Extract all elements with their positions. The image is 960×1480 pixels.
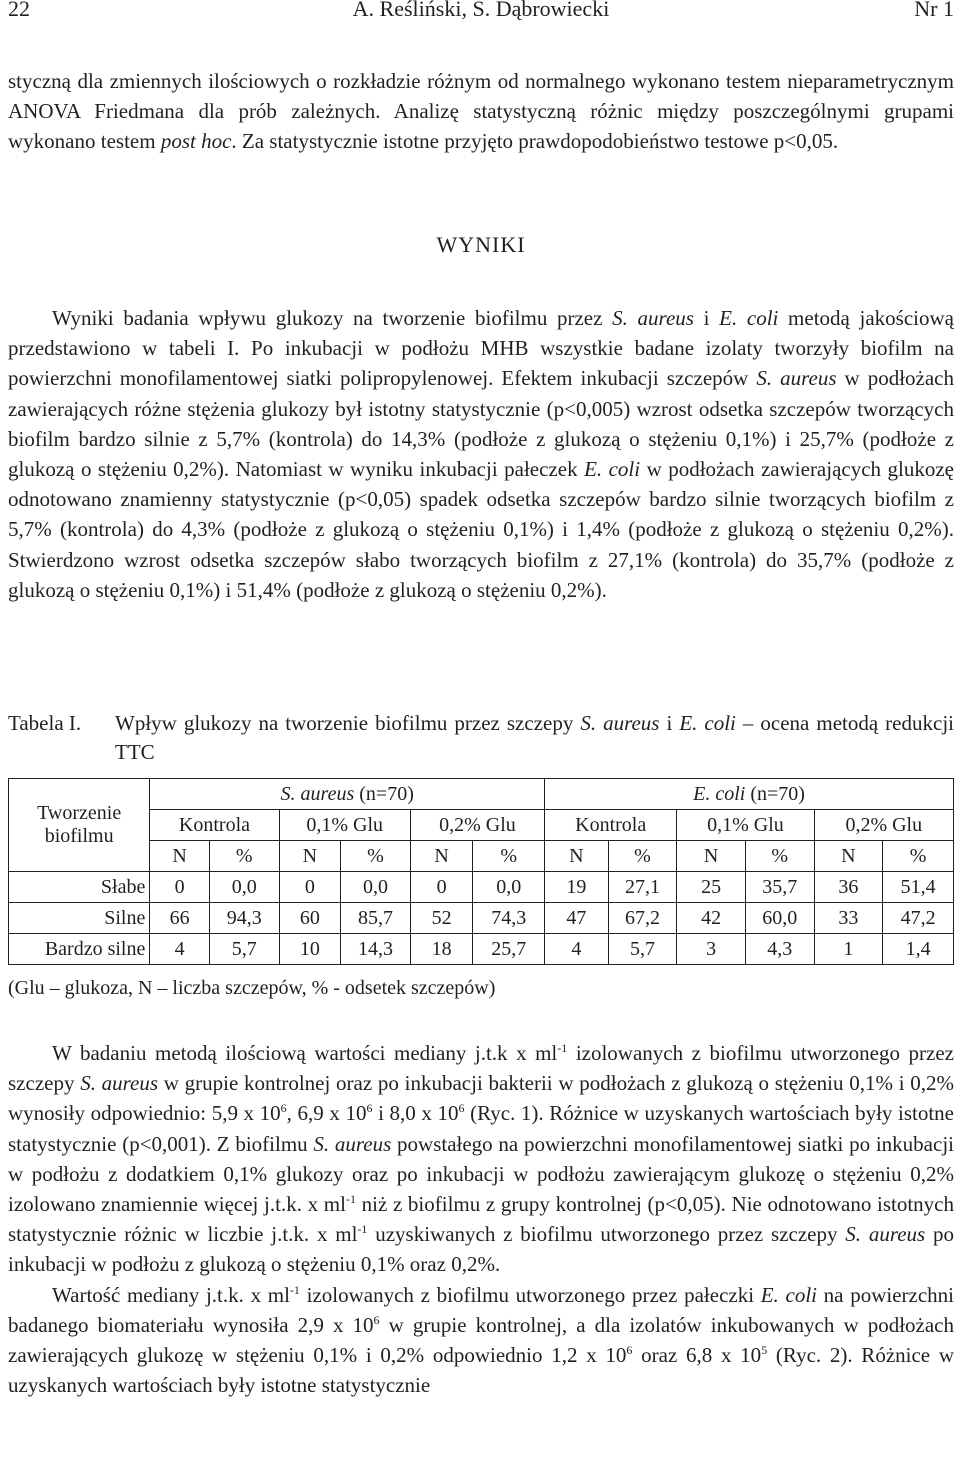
table-header-row-organism [9, 779, 954, 810]
table-cell: 10 [279, 934, 341, 965]
table-cell: 0 [150, 872, 210, 903]
table-cell: 25 [677, 872, 746, 903]
table-cell: 74,3 [473, 903, 545, 934]
table-cell: 3 [677, 934, 746, 965]
table-cell: 14,3 [341, 934, 411, 965]
condition-header: 0,1% Glu [677, 810, 814, 841]
unit-header: N [545, 841, 609, 872]
table-cell: 47 [545, 903, 609, 934]
table-row [9, 934, 954, 965]
table-cell: 51,4 [883, 872, 954, 903]
table-header-row-unit [9, 841, 954, 872]
condition-header: 0,1% Glu [279, 810, 410, 841]
unit-header: % [341, 841, 411, 872]
table-footnote: (Glu – glukoza, N – liczba szczepów, % - odsetek szczepów) [8, 977, 496, 999]
table-cell: 35,7 [745, 872, 814, 903]
row-label: Bardzo silne [9, 934, 150, 965]
row-label: Słabe [9, 872, 150, 903]
table-cell: 67,2 [608, 903, 677, 934]
table-cell: 27,1 [608, 872, 677, 903]
table-cell: 66 [150, 903, 210, 934]
table-header-row-condition [9, 810, 954, 841]
table-label: Tabela I. [8, 711, 82, 735]
condition-header: Kontrola [150, 810, 279, 841]
table-row [9, 903, 954, 934]
header-authors: A. Reśliński, S. Dąbrowiecki [352, 0, 610, 21]
table-cell: 60,0 [745, 903, 814, 934]
table-cell: 1 [814, 934, 883, 965]
page-number: 22 [8, 0, 30, 21]
table-cell: 52 [410, 903, 473, 934]
table-cell: 0,0 [341, 872, 411, 903]
table-cell: 18 [410, 934, 473, 965]
table-cell: 0,0 [209, 872, 279, 903]
table-cell: 0 [410, 872, 473, 903]
table-cell: 94,3 [209, 903, 279, 934]
condition-header: 0,2% Glu [814, 810, 953, 841]
biofilm-table [8, 778, 954, 965]
table-cell: 4 [150, 934, 210, 965]
unit-header: % [883, 841, 954, 872]
table-cell: 0,0 [473, 872, 545, 903]
section-heading-results: WYNIKI [436, 232, 526, 257]
table-cell: 33 [814, 903, 883, 934]
table-cell: 42 [677, 903, 746, 934]
running-header [8, 0, 954, 30]
table-title: Wpływ glukozy na tworzenie biofilmu przez szczepy S. aureus i E. coli – ocena metodą redukcji TTC [115, 711, 954, 764]
unit-header: % [473, 841, 545, 872]
table-cell: 0 [279, 872, 341, 903]
statistics-paragraph: styczną dla zmiennych ilościowych o rozkładzie różnym od normalnego wykonano testem nieparametrycznym ANOVA Friedmana dla prób zależnych. Analizę statystyczną różnic między poszczególnymi grupami wykonano testem post hoc. Za statystycznie istotne przyjęto prawdopodobieństwo testowe p<0,05. [8, 69, 954, 154]
table-cell: 4 [545, 934, 609, 965]
organism-header-s-aureus: S. aureus (n=70) [150, 779, 545, 810]
unit-header: % [745, 841, 814, 872]
condition-header: Kontrola [545, 810, 677, 841]
table-cell: 4,3 [745, 934, 814, 965]
table-cell: 47,2 [883, 903, 954, 934]
median-paragraph: Wartość mediany j.t.k. x $ml^{-1}$ izolowanych z biofilmu utworzonego przez pałeczki E. coli na powierzchni badanego biomateriału wynosiła 2,9 x $10^6$ w grupie kontrolnej, a dla izolatów inkubowanych w podłożach zawierających glukozę w stężeniu 0,1% i 0,2% odpowiednio 1,2 x $10^6$ oraz 6,8 x $10^5$ (Ryc. 2). Różnice w uzyskanych wartościach były istotne statystycznie [8, 1282, 954, 1398]
table-cell: 19 [545, 872, 609, 903]
condition-header: 0,2% Glu [410, 810, 544, 841]
table-cell: 85,7 [341, 903, 411, 934]
quantitative-results-block [8, 1038, 954, 1400]
row-label: Silne [9, 903, 150, 934]
results-paragraph: Wyniki badania wpływu glukozy na tworzenie biofilmu przez S. aureus i E. coli metodą jakościową przedstawiono w tabeli I. Po inkubacji w podłożu MHB wszystkie badane izolaty tworzyły biofilm na powierzchni monofilamentowej siatki polipropylenowej. Efektem inkubacji szczepów S. aureus w podłożach zawierających różne stężenia glukozy był istotny statystycznie (p<0,005) wzrost odsetka szczepów tworzących biofilm bardzo silnie z 5,7% (kontrola) do 14,3% (podłoże z glukozą o stężeniu 0,1%) i 25,7% (podłoże z glukozą o stężeniu 0,2%). Natomiast w wyniku inkubacji pałeczek E. coli w podłożach zawierających glukozę odnotowano znamienny statystycznie (p<0,05) spadek odsetka szczepów bardzo silnie tworzących biofilm z 5,7% (kontrola) do 4,3% (podłoże z glukozą o stężeniu 0,1%) i 1,4% (podłoże z glukozą o stężeniu 0,2%). Stwierdzono wzrost odsetka szczepów słabo tworzących biofilm z 27,1% (kontrola) do 35,7% (podłoże z glukozą o stężeniu 0,1%) i 51,4% (podłoże z glukozą o stężeniu 0,2%). [8, 306, 954, 602]
organism-header-e-coli: E. coli (n=70) [545, 779, 954, 810]
table-cell: 60 [279, 903, 341, 934]
table-cell: 36 [814, 872, 883, 903]
unit-header: N [677, 841, 746, 872]
table-corner-header: Tworzenie biofilmu [9, 779, 150, 872]
unit-header: N [150, 841, 210, 872]
unit-header: N [279, 841, 341, 872]
unit-header: % [608, 841, 677, 872]
methods-text-block [8, 66, 954, 157]
table-cell: 5,7 [209, 934, 279, 965]
table-cell: 5,7 [608, 934, 677, 965]
table-row [9, 872, 954, 903]
table-cell: 1,4 [883, 934, 954, 965]
unit-header: % [209, 841, 279, 872]
unit-header: N [814, 841, 883, 872]
table-cell: 25,7 [473, 934, 545, 965]
results-text-block [8, 303, 954, 605]
quantitative-paragraph: W badaniu metodą ilościową wartości mediany j.t.k x $ml^{-1}$ izolowanych z biofilmu utworzonego przez szczepy S. aureus w grupie kontrolnej oraz po inkubacji bakterii w podłożach z glukozą o stężeniu 0,1% i 0,2% wynosiły odpowiednio: 5,9 x $10^6$, 6,9 x $10^6$ i 8,0 x $10^6$ (Ryc. 1). Różnice w uzyskanych wartościach były istotne statystycznie (p<0,001). Z biofilmu S. aureus powstałego na powierzchni monofilamentowej siatki po inkubacji w podłożu z dodatkiem 0,1% glukozy oraz po inkubacji w podłożu zawierającym glukozę o stężeniu 0,2% izolowano znamiennie więcej j.t.k. x $ml^{-1}$ niż z biofilmu z grupy kontrolnej (p<0,05). Nie odnotowano istotnych statystycznie różnic w liczbie j.t.k. x $ml^{-1}$ uzyskiwanych z biofilmu utworzonego przez szczepy S. aureus po inkubacji w podłożu z glukozą o stężeniu 0,1% oraz 0,2%. [8, 1041, 955, 1277]
header-issue: Nr 1 [914, 0, 954, 21]
unit-header: N [410, 841, 473, 872]
